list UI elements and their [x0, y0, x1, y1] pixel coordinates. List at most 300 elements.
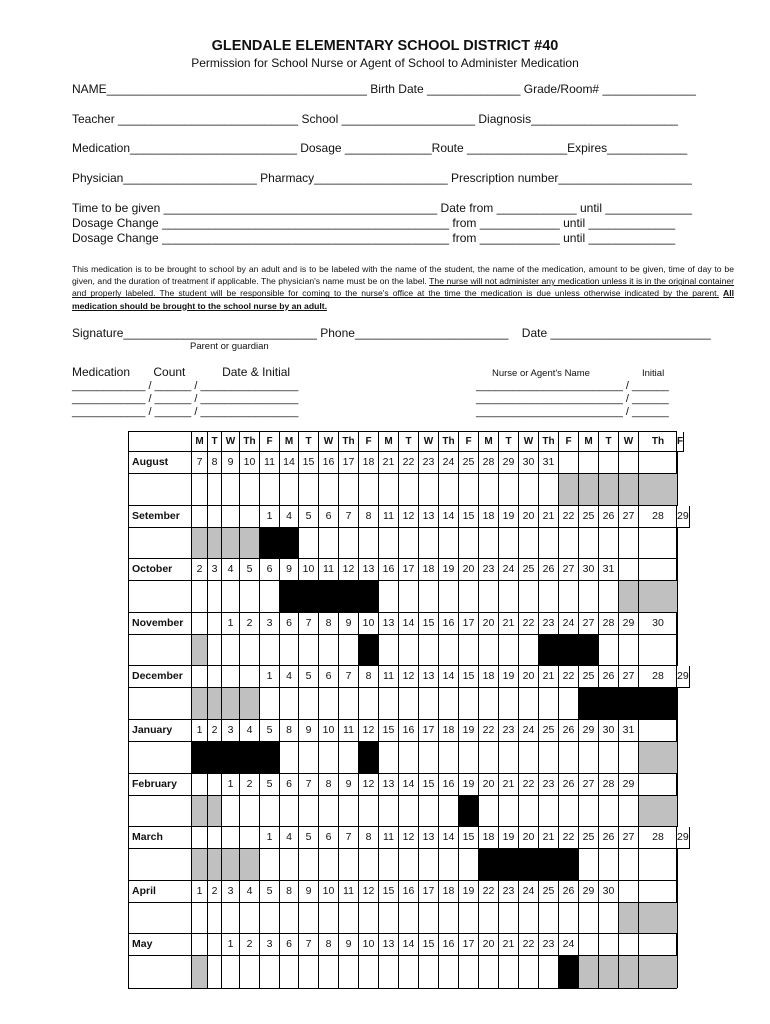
date-cell: 4: [222, 559, 240, 581]
initial-cell[interactable]: [439, 742, 459, 774]
initial-cell[interactable]: [579, 796, 599, 827]
date-cell: 30: [579, 559, 599, 581]
initial-cell[interactable]: [192, 903, 208, 934]
nurse-log-row[interactable]: ________________________ / ______: [476, 406, 669, 418]
date-cell: 16: [399, 881, 419, 903]
initial-cell[interactable]: [419, 742, 439, 774]
initial-cell[interactable]: [499, 474, 519, 506]
initial-cell[interactable]: [379, 849, 399, 881]
day-header: F: [677, 432, 684, 452]
initial-cell[interactable]: [399, 474, 419, 506]
initial-cell[interactable]: [319, 474, 339, 506]
initial-cell[interactable]: [339, 796, 359, 827]
date-cell: 27: [619, 506, 639, 528]
initial-cell[interactable]: [208, 635, 222, 666]
date-cell: 19: [499, 666, 519, 688]
date-cell: 8: [319, 613, 339, 635]
initial-cell[interactable]: [319, 528, 339, 559]
month-label: January: [129, 720, 192, 742]
date-cell: 27: [619, 827, 639, 849]
signature-line[interactable]: Signature_____________________________ Phone_______________________ Date ________________________: [72, 326, 711, 340]
date-cell: 23: [539, 774, 559, 796]
initial-cell[interactable]: [399, 849, 419, 881]
initial-cell[interactable]: [639, 635, 677, 666]
initial-cell[interactable]: [499, 742, 519, 774]
initial-cell[interactable]: [280, 688, 299, 720]
initial-cell[interactable]: [339, 474, 359, 506]
initial-cell[interactable]: [339, 742, 359, 774]
date-cell: 19: [439, 559, 459, 581]
initial-cell[interactable]: [399, 956, 419, 988]
initial-cell[interactable]: [379, 688, 399, 720]
initial-cell[interactable]: [599, 635, 619, 666]
date-cell: 6: [280, 774, 299, 796]
info-field-line[interactable]: Medication_________________________ Dosage _____________Route _______________Expires____________: [72, 141, 688, 155]
initial-cell[interactable]: [559, 903, 579, 934]
initial-cell[interactable]: [479, 956, 499, 988]
initial-cell[interactable]: [379, 956, 399, 988]
date-cell: [677, 774, 678, 796]
day-header: F: [260, 432, 280, 452]
initial-cell[interactable]: [619, 742, 639, 774]
initial-cell[interactable]: [459, 528, 479, 559]
initial-cell[interactable]: [319, 688, 339, 720]
initial-cell[interactable]: [599, 903, 619, 934]
initial-cell[interactable]: [222, 903, 240, 934]
initial-cell[interactable]: [359, 903, 379, 934]
instructions-bold: All medication should be brought to the school nurse by an adult.: [72, 288, 735, 311]
date-cell: 10: [319, 881, 339, 903]
holiday-cell: [499, 849, 519, 881]
initial-cell[interactable]: [299, 635, 319, 666]
initial-cell[interactable]: [439, 474, 459, 506]
date-cell: [599, 934, 619, 956]
initial-cell[interactable]: [519, 903, 539, 934]
holiday-cell: [599, 688, 619, 720]
initial-cell[interactable]: [677, 528, 678, 559]
initial-cell[interactable]: [280, 796, 299, 827]
initial-cell[interactable]: [499, 903, 519, 934]
initial-cell[interactable]: [419, 688, 439, 720]
initial-cell[interactable]: [599, 581, 619, 613]
initial-cell[interactable]: [299, 956, 319, 988]
initial-cell[interactable]: [222, 956, 240, 988]
date-cell: 19: [459, 774, 479, 796]
date-cell: 17: [459, 613, 479, 635]
date-cell: 15: [419, 934, 439, 956]
initial-cell[interactable]: [439, 903, 459, 934]
initial-cell[interactable]: [379, 903, 399, 934]
initial-cell[interactable]: [319, 903, 339, 934]
initial-cell[interactable]: [579, 903, 599, 934]
date-cell: 5: [299, 666, 319, 688]
date-cell: 27: [579, 613, 599, 635]
initial-cell[interactable]: [222, 474, 240, 506]
initial-cell[interactable]: [519, 796, 539, 827]
initial-cell[interactable]: [619, 796, 639, 827]
initial-cell[interactable]: [240, 581, 260, 613]
initial-cell[interactable]: [599, 849, 619, 881]
month-label: October: [129, 559, 192, 581]
initial-cell[interactable]: [260, 635, 280, 666]
date-cell: 22: [519, 774, 539, 796]
initial-cell[interactable]: [240, 956, 260, 988]
initial-cell[interactable]: [459, 903, 479, 934]
date-cell: 21: [539, 506, 559, 528]
initial-cell[interactable]: [260, 474, 280, 506]
initial-cell[interactable]: [379, 796, 399, 827]
no-school-cell: [240, 528, 260, 559]
initial-cell[interactable]: [499, 528, 519, 559]
initial-cell[interactable]: [479, 742, 499, 774]
no-school-cell: [677, 742, 678, 774]
date-cell: [208, 506, 222, 528]
initial-cell[interactable]: [519, 528, 539, 559]
holiday-cell: [359, 742, 379, 774]
initial-cell[interactable]: [359, 956, 379, 988]
initial-cell[interactable]: [339, 956, 359, 988]
initial-cell[interactable]: [539, 903, 559, 934]
initial-cell[interactable]: [499, 581, 519, 613]
initial-cell[interactable]: [459, 849, 479, 881]
initial-cell[interactable]: [419, 635, 439, 666]
date-cell: [208, 774, 222, 796]
initial-cell[interactable]: [619, 849, 639, 881]
info-field-line[interactable]: Physician____________________ Pharmacy____________________ Prescription number____________________: [72, 171, 692, 185]
initial-cell[interactable]: [299, 742, 319, 774]
info-field-line[interactable]: Dosage Change ___________________________________________ from ____________ until _____________: [72, 216, 676, 230]
initial-cell[interactable]: [399, 635, 419, 666]
initial-cell[interactable]: [299, 528, 319, 559]
initial-cell[interactable]: [539, 688, 559, 720]
initial-cell[interactable]: [208, 474, 222, 506]
initial-cell[interactable]: [479, 474, 499, 506]
date-cell: 16: [439, 774, 459, 796]
initial-cell[interactable]: [539, 796, 559, 827]
initial-cell[interactable]: [419, 849, 439, 881]
initial-cell[interactable]: [459, 581, 479, 613]
date-cell: 25: [579, 666, 599, 688]
initial-cell[interactable]: [479, 903, 499, 934]
medication-log-headers: Medication Count Date & Initial: [72, 365, 291, 379]
day-header: M: [192, 432, 208, 452]
date-cell: 12: [359, 720, 379, 742]
holiday-cell: [559, 635, 579, 666]
initial-cell[interactable]: [479, 688, 499, 720]
initial-cell[interactable]: [280, 956, 299, 988]
info-field-line[interactable]: NAME_______________________________________ Birth Date ______________ Grade/Room# ______________: [72, 82, 696, 96]
initial-cell[interactable]: [299, 474, 319, 506]
date-cell: [222, 827, 240, 849]
initial-cell[interactable]: [222, 635, 240, 666]
initial-cell[interactable]: [359, 849, 379, 881]
initial-cell[interactable]: [459, 474, 479, 506]
initial-cell[interactable]: [559, 742, 579, 774]
date-cell: 19: [499, 827, 519, 849]
date-cell: 25: [519, 559, 539, 581]
initial-cell[interactable]: [619, 635, 639, 666]
date-cell: 31: [619, 720, 639, 742]
initial-cell[interactable]: [539, 474, 559, 506]
initial-cell[interactable]: [208, 956, 222, 988]
initial-cell[interactable]: [260, 688, 280, 720]
date-cell: 14: [399, 934, 419, 956]
initial-cell[interactable]: [280, 849, 299, 881]
initial-cell[interactable]: [619, 528, 639, 559]
initial-cell[interactable]: [599, 742, 619, 774]
date-cell: 19: [499, 506, 519, 528]
no-school-cell: [639, 796, 677, 827]
initial-cell[interactable]: [280, 903, 299, 934]
date-cell: 11: [260, 452, 280, 474]
date-cell: 28: [639, 666, 677, 688]
initial-cell[interactable]: [479, 635, 499, 666]
initial-cell[interactable]: [399, 528, 419, 559]
initial-cell[interactable]: [519, 956, 539, 988]
date-cell: [208, 666, 222, 688]
date-cell: 1: [222, 934, 240, 956]
date-cell: 29: [619, 774, 639, 796]
date-cell: 28: [599, 774, 619, 796]
initial-cell[interactable]: [579, 849, 599, 881]
initial-cell[interactable]: [359, 528, 379, 559]
initial-cell[interactable]: [599, 528, 619, 559]
initial-cell[interactable]: [208, 581, 222, 613]
initial-cell[interactable]: [439, 956, 459, 988]
date-cell: 29: [619, 613, 639, 635]
no-school-cell: [222, 849, 240, 881]
initial-cell[interactable]: [419, 903, 439, 934]
medication-log-row[interactable]: ____________ / ______ / ________________: [72, 393, 299, 405]
initial-cell[interactable]: [260, 903, 280, 934]
date-cell: 13: [379, 934, 399, 956]
no-school-cell: [192, 635, 208, 666]
holiday-cell: [299, 581, 319, 613]
initial-cell[interactable]: [499, 956, 519, 988]
initial-cell[interactable]: [439, 688, 459, 720]
date-cell: 12: [339, 559, 359, 581]
initial-cell[interactable]: [319, 849, 339, 881]
initial-cell[interactable]: [222, 796, 240, 827]
initial-cell[interactable]: [319, 956, 339, 988]
day-header: T: [208, 432, 222, 452]
initial-cell[interactable]: [399, 742, 419, 774]
initial-cell[interactable]: [539, 581, 559, 613]
no-school-cell: [639, 956, 677, 988]
initial-cell[interactable]: [379, 581, 399, 613]
initial-cell[interactable]: [419, 474, 439, 506]
day-header: T: [299, 432, 319, 452]
date-cell: 7: [339, 827, 359, 849]
initial-cell[interactable]: [419, 796, 439, 827]
initial-cell[interactable]: [399, 581, 419, 613]
initial-cell[interactable]: [359, 796, 379, 827]
date-cell: 25: [459, 452, 479, 474]
initial-cell[interactable]: [319, 796, 339, 827]
initial-cell[interactable]: [240, 796, 260, 827]
initial-cell[interactable]: [339, 903, 359, 934]
no-school-cell: [639, 474, 677, 506]
initial-cell[interactable]: [519, 635, 539, 666]
date-cell: 10: [359, 613, 379, 635]
initial-cell[interactable]: [579, 742, 599, 774]
initial-cell[interactable]: [539, 528, 559, 559]
no-school-cell: [639, 903, 677, 934]
initial-cell[interactable]: [479, 796, 499, 827]
date-cell: 11: [339, 881, 359, 903]
initial-cell[interactable]: [677, 849, 678, 881]
initial-cell[interactable]: [479, 528, 499, 559]
date-cell: 30: [599, 720, 619, 742]
initial-cell[interactable]: [299, 849, 319, 881]
date-cell: [639, 559, 677, 581]
initial-cell[interactable]: [240, 474, 260, 506]
date-cell: 29: [579, 881, 599, 903]
medication-log-row[interactable]: ____________ / ______ / ________________: [72, 406, 299, 418]
no-school-cell: [208, 688, 222, 720]
date-cell: 16: [439, 613, 459, 635]
date-cell: [579, 452, 599, 474]
initial-cell[interactable]: [499, 796, 519, 827]
initial-cell[interactable]: [319, 742, 339, 774]
date-cell: 15: [419, 774, 439, 796]
date-cell: 30: [519, 452, 539, 474]
initial-cell[interactable]: [399, 796, 419, 827]
date-cell: 26: [559, 720, 579, 742]
initial-cell[interactable]: [192, 581, 208, 613]
initial-cell[interactable]: [339, 635, 359, 666]
initial-cell[interactable]: [519, 581, 539, 613]
initial-cell[interactable]: [459, 635, 479, 666]
initial-cell[interactable]: [192, 474, 208, 506]
date-cell: 22: [519, 613, 539, 635]
initial-cell[interactable]: [260, 956, 280, 988]
initial-cell[interactable]: [579, 581, 599, 613]
initial-cell[interactable]: [459, 956, 479, 988]
date-cell: 7: [339, 506, 359, 528]
date-cell: 2: [208, 881, 222, 903]
initial-cell[interactable]: [499, 688, 519, 720]
date-cell: [677, 934, 678, 956]
instructions-plain: This medication is to be brought to school by an adult and is to be labeled with the name of the student, the name of the medication, amount to be given, time of day to be given, and the duration of treatment if applicable. The physician's name must be on the label.: [72, 264, 734, 287]
holiday-cell: [280, 581, 299, 613]
initial-cell[interactable]: [280, 742, 299, 774]
initial-cell[interactable]: [459, 742, 479, 774]
day-header: T: [399, 432, 419, 452]
initial-cell[interactable]: [399, 688, 419, 720]
holiday-cell: [539, 849, 559, 881]
initial-cell[interactable]: [599, 796, 619, 827]
initial-cell[interactable]: [299, 903, 319, 934]
date-cell: 17: [419, 881, 439, 903]
date-cell: 16: [439, 934, 459, 956]
nurse-log-row[interactable]: ________________________ / ______: [476, 380, 669, 392]
initial-cell[interactable]: [379, 635, 399, 666]
date-cell: 5: [299, 827, 319, 849]
initial-cell[interactable]: [379, 474, 399, 506]
initial-cell[interactable]: [240, 635, 260, 666]
initial-cell[interactable]: [539, 956, 559, 988]
initial-cell[interactable]: [559, 581, 579, 613]
initial-cell[interactable]: [339, 528, 359, 559]
info-field-line[interactable]: Teacher ___________________________ School ____________________ Diagnosis______________________: [72, 112, 678, 126]
nurse-log-row[interactable]: ________________________ / ______: [476, 393, 669, 405]
date-cell: 25: [539, 881, 559, 903]
initial-cell[interactable]: [639, 849, 677, 881]
no-school-cell: [208, 528, 222, 559]
initial-cell[interactable]: [319, 635, 339, 666]
no-school-cell: [192, 688, 208, 720]
initial-cell[interactable]: [559, 528, 579, 559]
initial-cell[interactable]: [479, 581, 499, 613]
date-cell: 13: [359, 559, 379, 581]
initial-cell[interactable]: [399, 903, 419, 934]
medication-log-row[interactable]: ____________ / ______ / ________________: [72, 380, 299, 392]
initial-cell[interactable]: [419, 956, 439, 988]
initial-cell[interactable]: [299, 688, 319, 720]
date-cell: 10: [319, 720, 339, 742]
date-cell: 22: [519, 934, 539, 956]
initial-cell[interactable]: [379, 528, 399, 559]
info-field-line[interactable]: Time to be given _________________________________________ Date from ____________ until _____________: [72, 201, 693, 215]
date-cell: 2: [240, 613, 260, 635]
initial-cell[interactable]: [260, 581, 280, 613]
initial-cell[interactable]: [299, 796, 319, 827]
initial-cell[interactable]: [280, 474, 299, 506]
info-field-line[interactable]: Dosage Change ___________________________________________ from ____________ until _____________: [72, 231, 676, 245]
initial-cell[interactable]: [519, 742, 539, 774]
initial-cell[interactable]: [439, 849, 459, 881]
initial-cell[interactable]: [419, 581, 439, 613]
initial-cell[interactable]: [222, 581, 240, 613]
initial-cell[interactable]: [439, 635, 459, 666]
date-cell: [599, 452, 619, 474]
initial-cell[interactable]: [260, 849, 280, 881]
initial-cell[interactable]: [579, 528, 599, 559]
initial-cell[interactable]: [339, 688, 359, 720]
no-school-cell: [222, 528, 240, 559]
initial-cell[interactable]: [459, 688, 479, 720]
initial-cell[interactable]: [359, 474, 379, 506]
initial-cell[interactable]: [499, 635, 519, 666]
initial-cell[interactable]: [539, 742, 559, 774]
holiday-cell: [579, 688, 599, 720]
date-cell: 15: [459, 506, 479, 528]
initial-cell[interactable]: [240, 903, 260, 934]
initial-cell[interactable]: [359, 688, 379, 720]
date-cell: 6: [319, 506, 339, 528]
initial-cell[interactable]: [559, 688, 579, 720]
date-cell: 14: [439, 666, 459, 688]
initial-cell[interactable]: [280, 635, 299, 666]
initial-cell[interactable]: [208, 903, 222, 934]
initial-cell[interactable]: [519, 688, 539, 720]
initial-cell[interactable]: [439, 581, 459, 613]
initial-cell[interactable]: [639, 528, 677, 559]
date-cell: 22: [559, 827, 579, 849]
initial-cell[interactable]: [519, 474, 539, 506]
initial-cell[interactable]: [419, 528, 439, 559]
parent-guardian-label: Parent or guardian: [190, 341, 269, 352]
initial-cell[interactable]: [379, 742, 399, 774]
initial-cell[interactable]: [439, 528, 459, 559]
initial-cell[interactable]: [559, 796, 579, 827]
initial-cell[interactable]: [260, 796, 280, 827]
initial-cell[interactable]: [439, 796, 459, 827]
initial-cell[interactable]: [339, 849, 359, 881]
date-cell: 23: [499, 881, 519, 903]
holiday-cell: [260, 742, 280, 774]
